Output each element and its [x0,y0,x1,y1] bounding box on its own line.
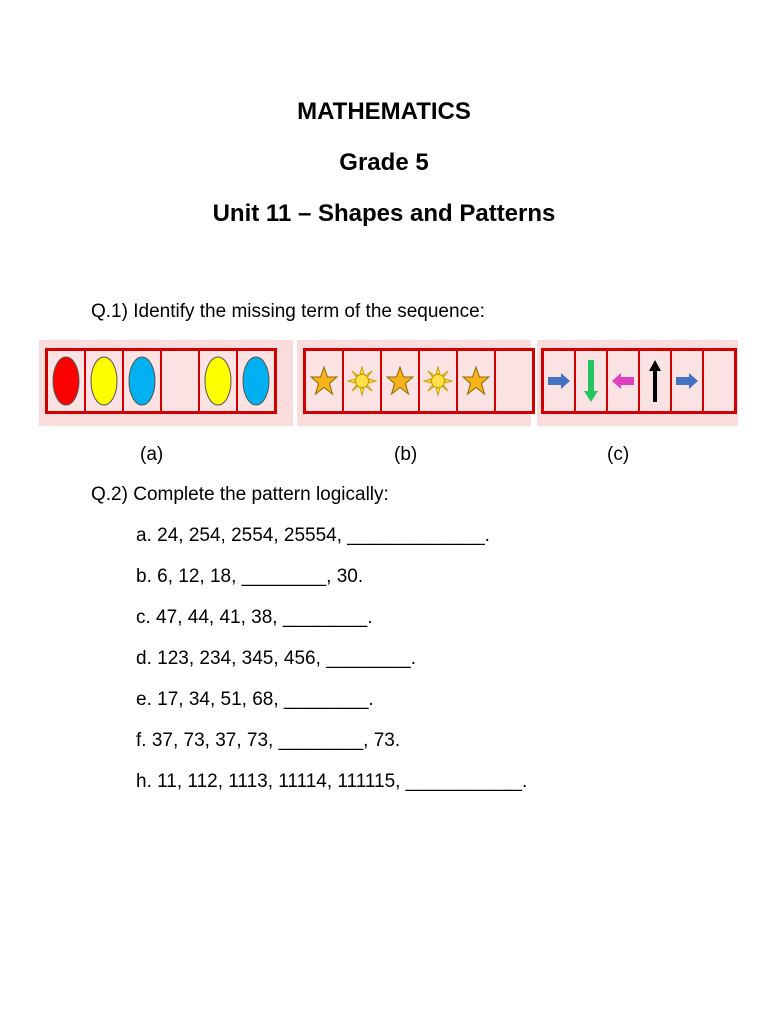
missing-term-cell [704,351,734,411]
sequence-c-caption: (c) [607,444,630,465]
sequence-cell [124,351,162,411]
sequence-cell [382,351,420,411]
arrow-down-icon [584,359,598,403]
sequence-cell [48,351,86,411]
sequence-a-strip [45,348,277,414]
sequence-cell [86,351,124,411]
sequence-cell [306,351,344,411]
sequence-cell [420,351,458,411]
pattern-item-h: h. 11, 112, 1113, 11114, 111115, ___________. [136,771,528,792]
arrow-left-icon [611,373,635,389]
sun-icon [347,366,377,396]
star-icon [462,366,490,396]
pattern-item-c: c. 47, 44, 41, 38, ________. [136,607,373,628]
sequence-cell [344,351,382,411]
sequence-cell [608,351,640,411]
red-oval-icon [52,356,80,406]
missing-term-cell [162,351,200,411]
sequence-cell [576,351,608,411]
pattern-item-d: d. 123, 234, 345, 456, ________. [136,648,416,669]
arrow-right-icon [675,373,699,389]
sequence-c-strip [541,348,737,414]
blue-oval-icon [128,356,156,406]
yellow-oval-icon [204,356,232,406]
sequence-cell [544,351,576,411]
subject-title: MATHEMATICS [297,98,471,125]
sequence-a-caption: (a) [140,444,164,465]
arrow-right-icon [547,373,571,389]
star-icon [386,366,414,396]
unit-title: Unit 11 – Shapes and Patterns [212,200,556,227]
sun-icon [423,366,453,396]
arrow-up-icon [649,359,661,403]
pattern-item-e: e. 17, 34, 51, 68, ________. [136,689,374,710]
question-2-prompt: Q.2) Complete the pattern logically: [91,484,389,505]
pattern-item-f: f. 37, 73, 37, 73, ________, 73. [136,730,401,751]
question-1-prompt: Q.1) Identify the missing term of the sequence: [91,301,485,322]
grade-title: Grade 5 [339,149,429,176]
sequence-cell [238,351,274,411]
sequence-cell [672,351,704,411]
sequence-cell [640,351,672,411]
yellow-oval-icon [90,356,118,406]
pattern-item-b: b. 6, 12, 18, ________, 30. [136,566,364,587]
sequence-a-panel [39,340,293,426]
sequence-cell [200,351,238,411]
sequence-b-strip [303,348,535,414]
sequence-cell [458,351,496,411]
sequence-b-caption: (b) [394,444,418,465]
sequence-c-panel [537,340,738,426]
blue-oval-icon [242,356,270,406]
sequence-b-panel [297,340,531,426]
star-icon [310,366,338,396]
pattern-item-a: a. 24, 254, 2554, 25554, _____________. [136,525,490,546]
missing-term-cell [496,351,532,411]
